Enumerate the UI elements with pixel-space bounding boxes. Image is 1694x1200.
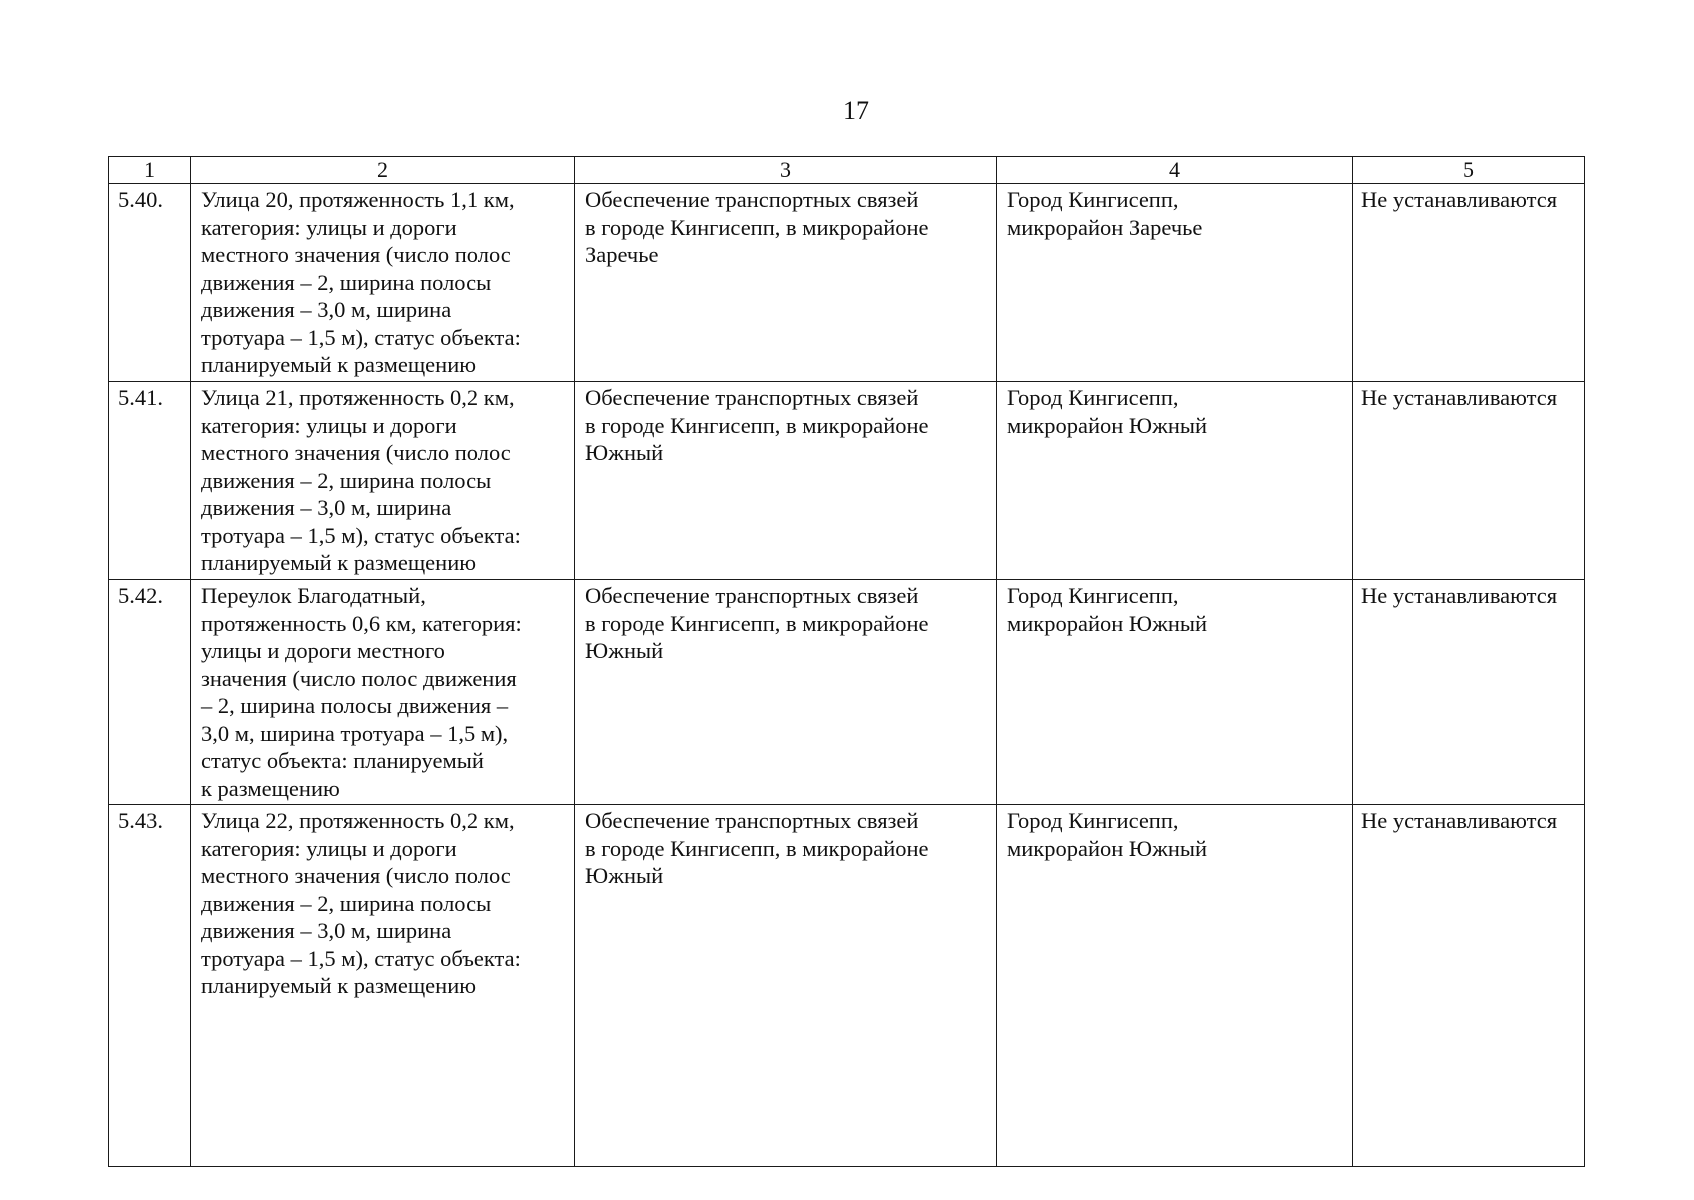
object-description: Улица 21, протяженность 0,2 км, категория: улицы и дороги местного значения (число полос движения – 2, ширина полосы движения – 3,0 м, ширина тротуара – 1,5 м), статус объекта: планируемый к размещению: [201, 385, 521, 575]
row-number: 5.40.: [109, 184, 191, 382]
object-description: Переулок Благодатный, протяженность 0,6 км, категория: улицы и дороги местного значения (число полос движения – 2, ширина полосы движения – 3,0 м, ширина тротуара – 1,5 м), статус объекта: планируемый к размещению: [201, 583, 522, 801]
object-purpose: Обеспечение транспортных связей в городе Кингисепп, в микрорайоне Заречье: [585, 187, 929, 267]
object-description: Улица 22, протяженность 0,2 км, категория: улицы и дороги местного значения (число полос движения – 2, ширина полосы движения – 3,0 м, ширина тротуара – 1,5 м), статус объекта: планируемый к размещению: [201, 808, 521, 998]
column-header-5: 5: [1353, 157, 1585, 184]
object-description: Улица 20, протяженность 1,1 км, категория: улицы и дороги местного значения (число полос движения – 2, ширина полосы движения – 3,0 м, ширина тротуара – 1,5 м), статус объекта: планируемый к размещению: [201, 187, 521, 377]
page-number: 17: [843, 96, 869, 125]
table-row: [109, 382, 1585, 580]
object-zones: Не устанавливаются: [1361, 187, 1558, 212]
objects-table: [108, 156, 1585, 1167]
row-number: 5.42.: [109, 580, 191, 805]
object-purpose: Обеспечение транспортных связей в городе Кингисепп, в микрорайоне Южный: [585, 385, 929, 465]
object-location: Город Кингисепп, микрорайон Заречье: [1007, 187, 1203, 240]
object-zones: Не устанавливаются: [1361, 583, 1558, 608]
object-location: Город Кингисепп, микрорайон Южный: [1007, 808, 1208, 861]
table-row: [109, 580, 1585, 805]
row-number: 5.41.: [109, 382, 191, 580]
column-number-row: [109, 157, 1585, 184]
object-location: Город Кингисепп, микрорайон Южный: [1007, 385, 1208, 438]
column-header-4: 4: [997, 157, 1353, 184]
column-header-3: 3: [575, 157, 997, 184]
object-zones: Не устанавливаются: [1361, 808, 1558, 833]
column-header-1: 1: [109, 157, 191, 184]
object-location: Город Кингисепп, микрорайон Южный: [1007, 583, 1208, 636]
table-row: [109, 805, 1585, 1167]
object-zones: Не устанавливаются: [1361, 385, 1558, 410]
object-purpose: Обеспечение транспортных связей в городе Кингисепп, в микрорайоне Южный: [585, 583, 929, 663]
row-number: 5.43.: [109, 805, 191, 1167]
object-purpose: Обеспечение транспортных связей в городе Кингисепп, в микрорайоне Южный: [585, 808, 929, 888]
table-row: [109, 184, 1585, 382]
column-header-2: 2: [191, 157, 575, 184]
